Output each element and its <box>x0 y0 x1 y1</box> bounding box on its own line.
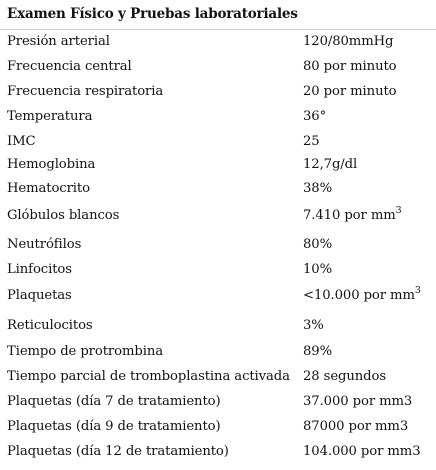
row-value <box>303 344 332 359</box>
table-title: Examen Físico y Pruebas laboratoriales <box>7 6 298 22</box>
table-row <box>0 262 436 286</box>
row-label: Plaquetas (día 12 de tratamiento) <box>7 444 229 459</box>
row-value <box>303 109 326 124</box>
row-label: Plaquetas (día 9 de tratamiento) <box>7 419 221 434</box>
row-value <box>303 369 386 384</box>
row-value-text: 89% <box>303 344 333 359</box>
table-row <box>0 344 436 368</box>
row-value-text: 80 por minuto <box>303 59 397 74</box>
row-value-text: 28 segundos <box>303 369 387 384</box>
row-label: Linfocitos <box>7 262 72 277</box>
row-label: Reticulocitos <box>7 318 93 333</box>
table-row <box>0 205 436 232</box>
row-label: Neutrófilos <box>7 237 82 252</box>
row-value-text: 12,7g/dl <box>303 157 358 172</box>
row-value-text: 7.410 por mm <box>303 208 396 223</box>
row-value <box>303 59 397 74</box>
row-value-text: 37.000 por mm3 <box>303 394 413 409</box>
row-label: Frecuencia central <box>7 59 132 74</box>
row-value <box>303 181 332 196</box>
title-divider <box>0 29 436 30</box>
row-label: Plaquetas (día 7 de tratamiento) <box>7 394 221 409</box>
row-value <box>303 157 357 172</box>
row-label: Glóbulos blancos <box>7 208 120 223</box>
row-value-text: 36° <box>303 109 327 124</box>
row-value-text: 104.000 por mm3 <box>303 444 421 459</box>
row-value <box>303 84 397 99</box>
row-label: Temperatura <box>7 109 93 124</box>
row-value <box>303 262 332 277</box>
row-value <box>303 318 324 333</box>
row-value <box>303 34 393 49</box>
row-label: Presión arterial <box>7 34 110 49</box>
row-value <box>303 205 402 223</box>
table-row <box>0 285 436 312</box>
row-value <box>303 444 421 459</box>
row-value-text: 25 <box>303 134 320 149</box>
table-row <box>0 394 436 418</box>
table-row <box>0 59 436 83</box>
table-row <box>0 84 436 108</box>
row-value-text: 10% <box>303 262 333 277</box>
table-row <box>0 369 436 393</box>
table-row <box>0 134 436 158</box>
row-value-text: 3% <box>303 318 324 333</box>
table-row <box>0 109 436 133</box>
row-value-text: 38% <box>303 181 333 196</box>
table-row <box>0 237 436 261</box>
row-value <box>303 419 408 434</box>
row-value <box>303 237 332 252</box>
table-row <box>0 181 436 205</box>
row-value-text: 80% <box>303 237 333 252</box>
row-value-text: 87000 por mm3 <box>303 419 409 434</box>
row-value-text: 20 por minuto <box>303 84 397 99</box>
table-row <box>0 34 436 58</box>
row-value-exponent: 3 <box>395 205 402 216</box>
row-value-text: 120/80mmHg <box>303 34 394 49</box>
row-value <box>303 134 320 149</box>
table-row <box>0 157 436 181</box>
row-value <box>303 285 421 303</box>
table-row <box>0 444 436 468</box>
row-label: Hematocrito <box>7 181 90 196</box>
row-label: Hemoglobina <box>7 157 96 172</box>
table-row <box>0 419 436 443</box>
table-row <box>0 318 436 342</box>
row-label: Tiempo de protrombina <box>7 344 163 359</box>
row-label: Plaquetas <box>7 288 72 303</box>
row-label: IMC <box>7 134 36 149</box>
row-label: Frecuencia respiratoria <box>7 84 164 99</box>
row-value <box>303 394 412 409</box>
row-value-exponent: 3 <box>414 285 421 296</box>
row-label: Tiempo parcial de tromboplastina activada <box>7 369 290 384</box>
row-value-text: <10.000 por mm <box>303 288 415 303</box>
